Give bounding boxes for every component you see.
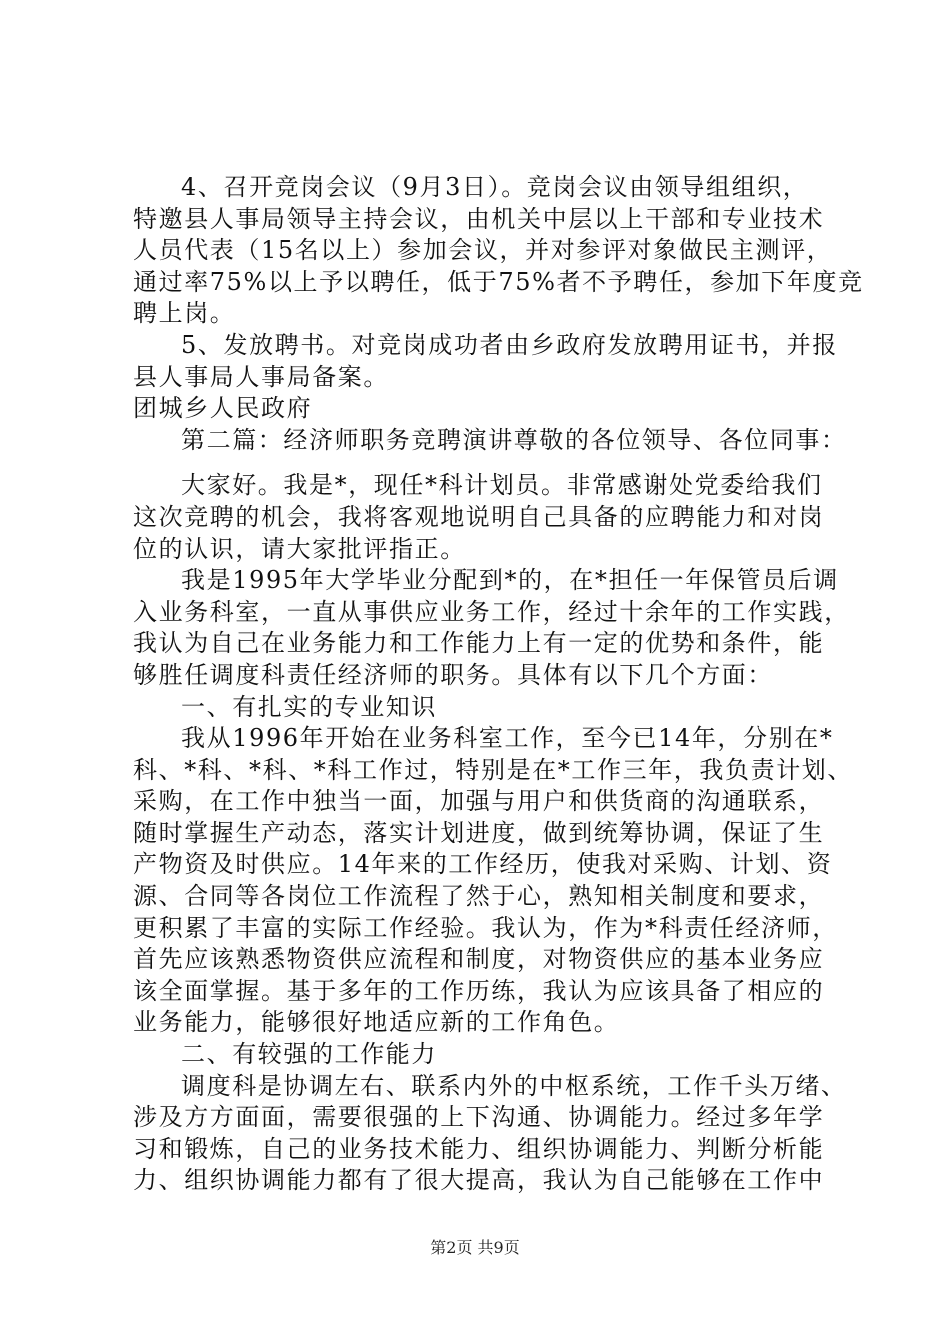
text-line: 聘上岗。 [133, 299, 236, 328]
text-line: 我认为自己在业务能力和工作能力上有一定的优势和条件，能 [133, 629, 825, 658]
text-line: 源、合同等各岗位工作流程了然于心，熟知相关制度和要求， [133, 882, 825, 911]
text-line: 位的认识，请大家批评指正。 [133, 534, 466, 563]
text-line: 5、发放聘书。对竞岗成功者由乡政府发放聘用证书，并报 [181, 330, 838, 359]
text-line: 入业务科室，一直从事供应业务工作，经过十余年的工作实践， [133, 597, 850, 626]
text-line: 通过率75%以上予以聘任，低于75%者不予聘任，参加下年度竞 [133, 267, 864, 296]
text-line: 更积累了丰富的实际工作经验。我认为，作为*科责任经济师， [133, 913, 838, 942]
text-line: 习和锻炼，自己的业务技术能力、组织协调能力、判断分析能 [133, 1134, 825, 1163]
text-line: 该全面掌握。基于多年的工作历练，我认为应该具备了相应的 [133, 976, 825, 1005]
text-line: 科、*科、*科、*科工作过，特别是在*工作三年，我负责计划、 [133, 755, 853, 784]
text-line: 4、召开竞岗会议（9月3日）。竞岗会议由领导组组织， [181, 173, 809, 201]
text-line: 随时掌握生产动态，落实计划进度，做到统筹协调，保证了生 [133, 818, 825, 847]
text-line: 特邀县人事局领导主持会议，由机关中层以上干部和专业技术 [133, 204, 825, 233]
text-line: 第二篇：经济师职务竞聘演讲尊敬的各位领导、各位同事： [181, 425, 847, 454]
text-line: 团城乡人民政府 [133, 394, 313, 423]
text-line: 县人事局人事局备案。 [133, 362, 389, 391]
text-line: 调度科是协调左右、联系内外的中枢系统，工作千头万绪、 [181, 1071, 847, 1100]
text-line: 一、有扎实的专业知识 [181, 692, 437, 721]
text-line: 二、有较强的工作能力 [181, 1040, 437, 1069]
text-line: 首先应该熟悉物资供应流程和制度，对物资供应的基本业务应 [133, 945, 825, 974]
text-line: 这次竞聘的机会，我将客观地说明自己具备的应聘能力和对岗 [133, 502, 825, 531]
paragraph-gap [133, 456, 833, 470]
page-footer: 第2页 共9页 [430, 1238, 520, 1257]
text-line: 我是1995年大学毕业分配到*的，在*担任一年保管员后调 [181, 566, 839, 595]
text-line: 我从1996年开始在业务科室工作，至今已14年，分别在* [181, 724, 834, 753]
text-line: 涉及方方面面，需要很强的上下沟通、协调能力。经过多年学 [133, 1103, 825, 1132]
document-body [133, 172, 864, 1197]
text-line: 力、组织协调能力都有了很大提高，我认为自己能够在工作中 [133, 1166, 825, 1195]
text-line: 人员代表（15名以上）参加会议，并对参评对象做民主测评， [133, 236, 833, 265]
text-line: 产物资及时供应。14年来的工作经历，使我对采购、计划、资 [133, 850, 833, 879]
text-line: 大家好。我是*，现任*科计划员。非常感谢处党委给我们 [181, 471, 823, 500]
text-line: 够胜任调度科责任经济师的职务。具体有以下几个方面： [133, 660, 773, 689]
text-line: 采购，在工作中独当一面，加强与用户和供货商的沟通联系， [133, 787, 825, 816]
text-line: 业务能力，能够很好地适应新的工作角色。 [133, 1008, 620, 1037]
